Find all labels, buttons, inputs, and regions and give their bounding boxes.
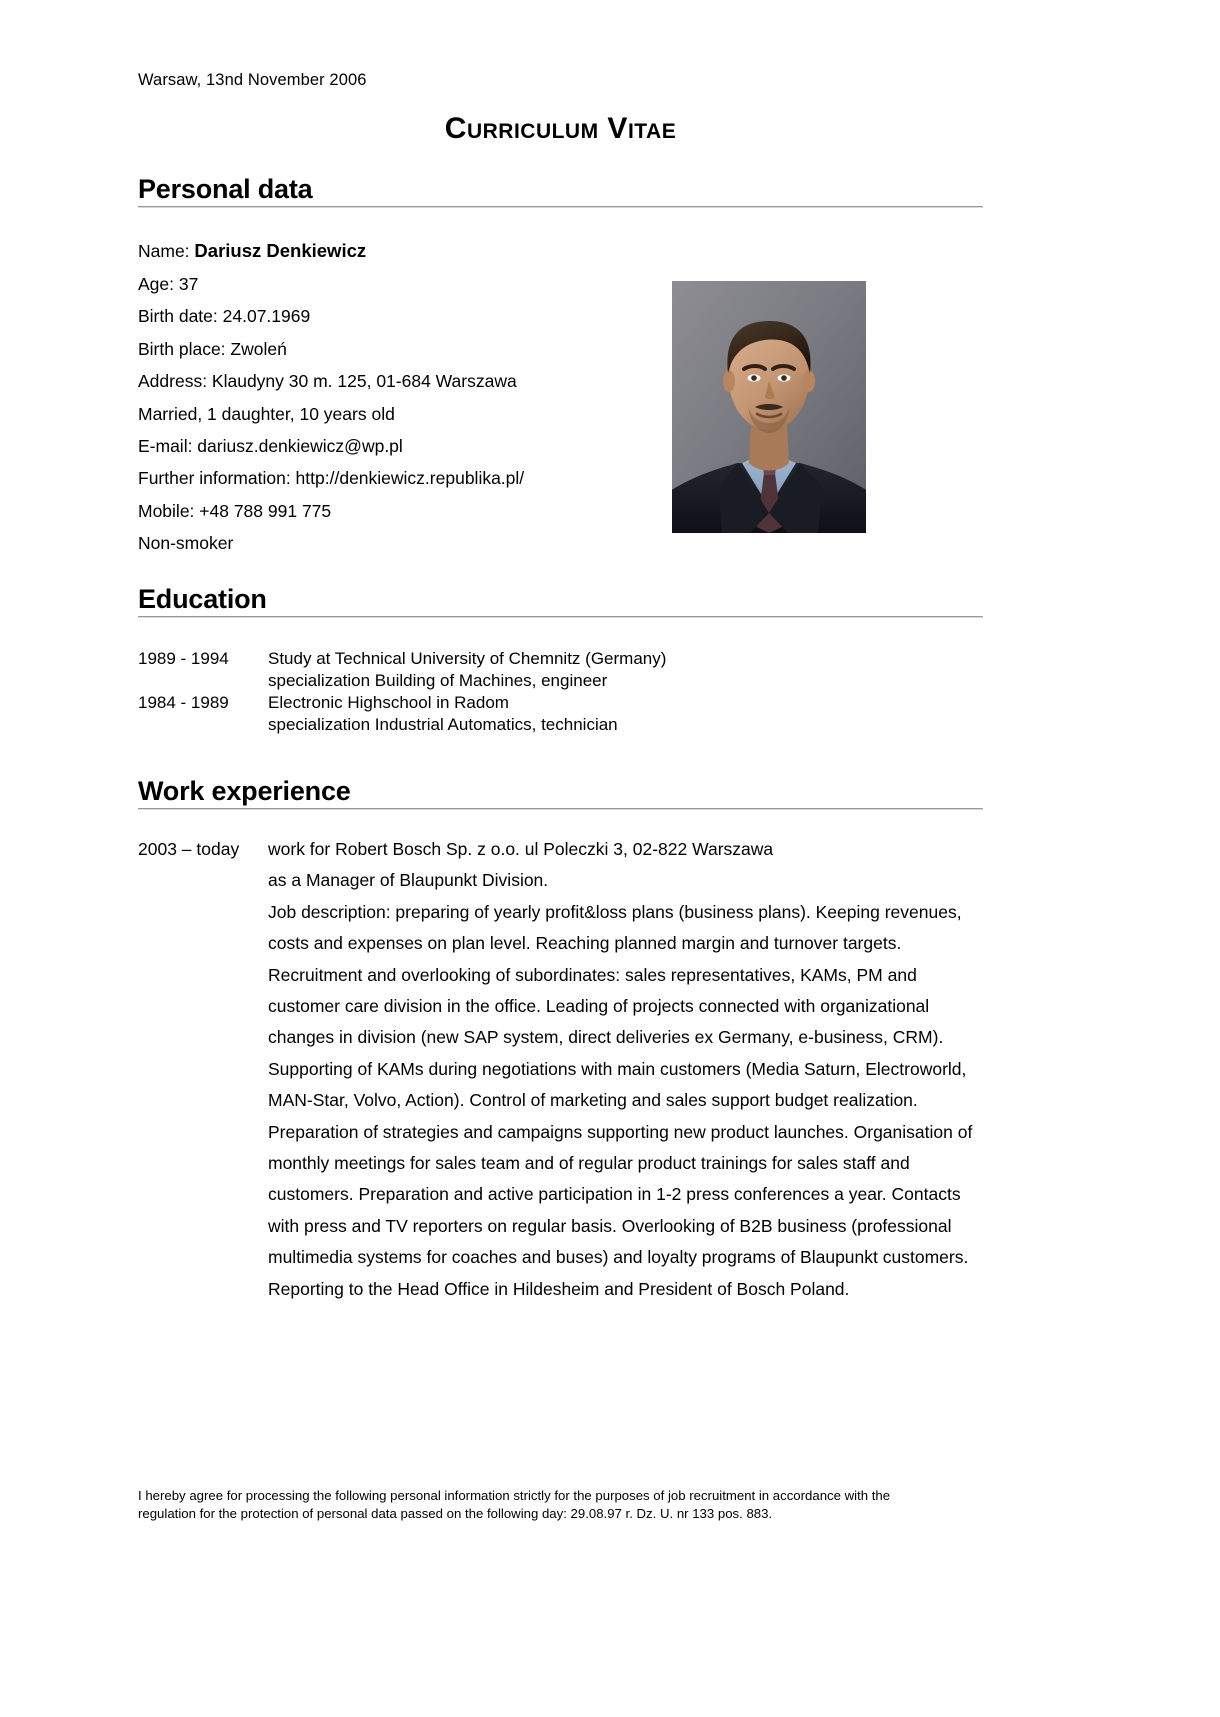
personal-row-website: Further information: http://denkiewicz.republika.pl/ — [138, 468, 525, 489]
personal-row-birth-date: Birth date: 24.07.1969 — [138, 306, 311, 327]
personal-row-smoker-status: Non-smoker — [138, 533, 234, 554]
education-period: 1989 - 1994 — [138, 649, 229, 668]
section-divider-work-experience — [138, 808, 983, 810]
portrait-photo — [672, 281, 866, 533]
personal-row-mobile: Mobile: +48 788 991 775 — [138, 500, 332, 521]
education-entry-list — [138, 648, 983, 736]
name-label: Name: — [138, 241, 190, 261]
section-divider-education — [138, 616, 983, 618]
education-period: 1984 - 1989 — [138, 693, 229, 712]
education-institution: Study at Technical University of Chemnitz (Germany) — [268, 649, 667, 668]
personal-data-list — [138, 234, 658, 560]
work-job-description: Job description: preparing of yearly profit&loss plans (business plans). Keeping revenues, costs and expenses on plan level. Reaching planned margin and turnover targets. Recruitment and overlooking of subordinates: sales representatives, KAMs, PM and customer care division in the office. Leading of projects connected with organizational changes in division (new SAP system, direct deliveries ex Germany, e-business, CRM). Supporting of KAMs during negotiations with main customers (Media Saturn, Electroworld, MAN-Star, Volvo, Action). Control of marketing and sales support budget realization. Preparation of strategies and campaigns supporting new product launches. Organisation of monthly meetings for sales team and of regular product trainings for sales staff and customers. Preparation and active participation in 1-2 press conferences a year. Contacts with press and TV reporters on regular basis. Overlooking of B2B business (professional multimedia systems for coaches and buses) and loyalty programs of Blaupunkt customers. Reporting to the Head Office in Hildesheim and President of Bosch Poland. — [268, 901, 973, 1299]
section-divider-personal-data — [138, 206, 983, 208]
education-specialization: specialization Building of Machines, engineer — [268, 671, 608, 690]
work-experience-entry — [138, 834, 983, 1305]
education-detail — [268, 648, 983, 692]
section-heading-work-experience — [138, 775, 983, 810]
section-heading-education — [138, 583, 983, 618]
section-title-personal-data: Personal data — [138, 174, 313, 204]
consent-line-2: regulation for the protection of personal data passed on the following day: 29.08.97 r. Dz. U. nr 133 pos. 883. — [138, 1506, 773, 1521]
name-value: Dariusz Denkiewicz — [194, 240, 367, 261]
education-detail — [268, 692, 983, 736]
personal-row-name — [138, 234, 658, 268]
consent-clause — [138, 1487, 953, 1523]
personal-row-birth-place: Birth place: Zwoleń — [138, 338, 287, 359]
personal-row-age: Age: 37 — [138, 274, 199, 294]
document-date: Warsaw, 13nd November 2006 — [138, 71, 367, 89]
section-title-education: Education — [138, 584, 267, 614]
section-title-work-experience: Work experience — [138, 776, 351, 806]
education-entry — [138, 648, 983, 692]
work-row — [138, 834, 983, 1305]
page-title: Curriculum Vitae — [444, 112, 677, 145]
personal-row-family: Married, 1 daughter, 10 years old — [138, 403, 395, 424]
personal-row-email: E-mail: dariusz.denkiewicz@wp.pl — [138, 436, 403, 457]
section-heading-personal-data — [138, 173, 983, 208]
work-detail — [268, 834, 983, 1305]
education-institution: Electronic Highschool in Radom — [268, 693, 509, 712]
work-position: as a Manager of Blaupunkt Division. — [268, 870, 549, 891]
education-specialization: specialization Industrial Automatics, technician — [268, 715, 618, 734]
work-employer: work for Robert Bosch Sp. z o.o. ul Poleczki 3, 02-822 Warszawa — [268, 839, 774, 859]
education-entry — [138, 692, 983, 736]
personal-row-address: Address: Klaudyny 30 m. 125, 01-684 Warszawa — [138, 371, 517, 392]
consent-line-1: I hereby agree for processing the following personal information strictly for the purposes of job recruitment in accordance with the — [138, 1488, 891, 1503]
work-period: 2003 – today — [138, 839, 240, 859]
